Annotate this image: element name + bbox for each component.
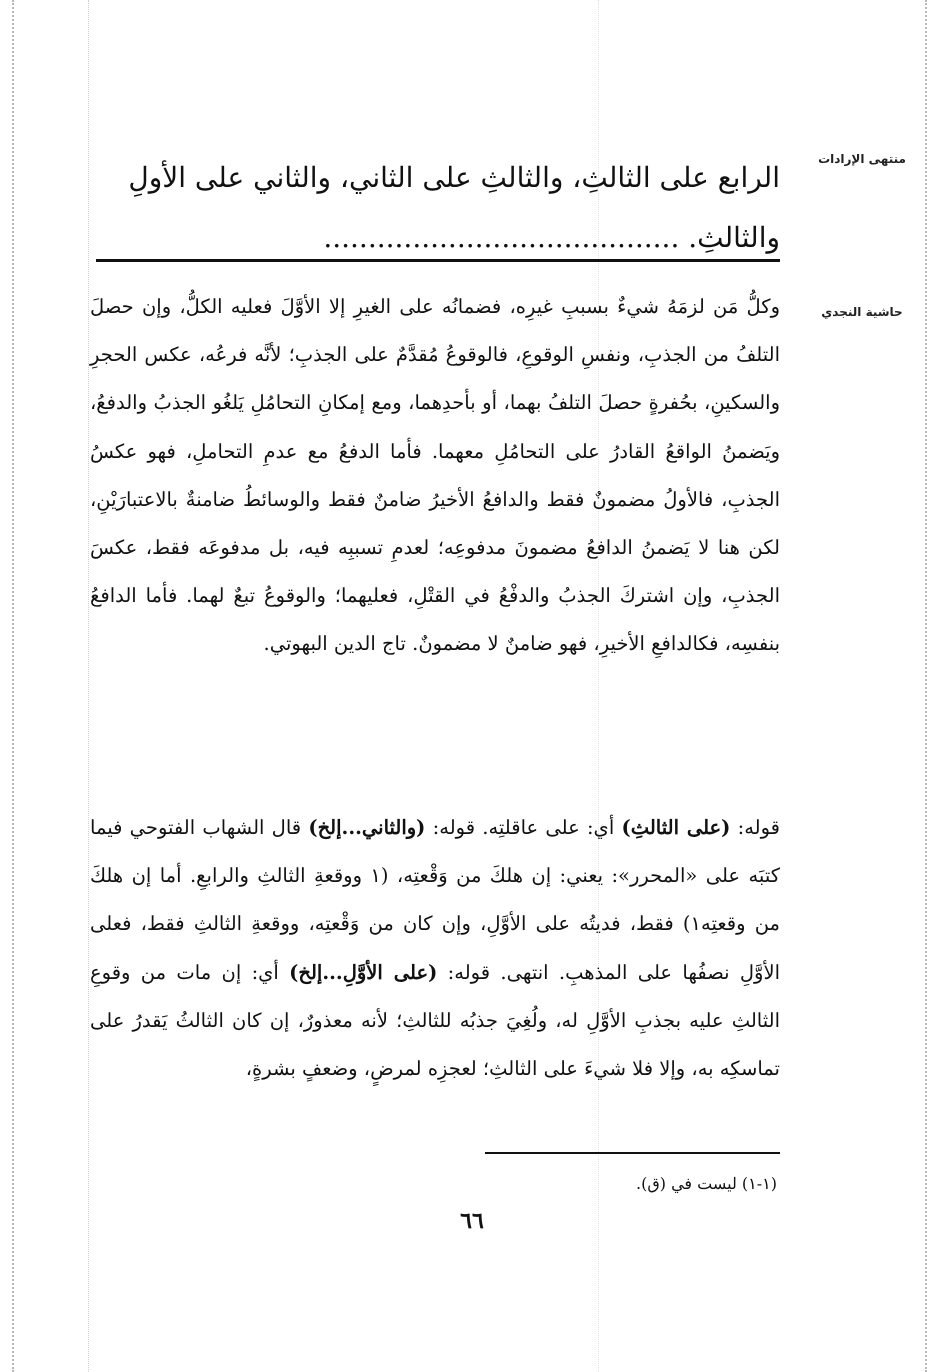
margin-label-hashiya: حاشية النجدي bbox=[821, 305, 903, 319]
commentary-text-1: أي: على عاقلتِه. قوله: bbox=[425, 816, 622, 839]
matn-separator-rule bbox=[96, 259, 780, 262]
commentary-block bbox=[90, 804, 780, 1093]
footnote: (١-١) ليست في (ق). bbox=[636, 1174, 777, 1193]
scan-edge-left bbox=[12, 0, 14, 1372]
quote-ala-al-awwal: (على الأوَّلِ...إلخ) bbox=[289, 960, 438, 984]
commentary-text-3: أي: إن مات من وقوعِ الثالثِ عليه بجذبِ الأوَّلِ له، ولُغِيَ جذبُه للثالثِ؛ لأنه معذورٌ، إن كان الثالثُ يَقدرُ على تماسكِه به، وإلا فلا شيءَ على الثالثِ؛ لعجزِه لمرضٍ، وضعفٍ بشرةٍ، bbox=[90, 960, 780, 1081]
matn-line-1: الرابع على الثالثِ، والثالثِ على الثاني، والثاني على الأولِ bbox=[128, 161, 780, 194]
quote-wal-thani: (والثاني...إلخ) bbox=[308, 816, 426, 839]
hashiya-paragraph: وكلُّ مَن لزمَهُ شيءٌ بسببِ غيرِه، فضمانُه على الغيرِ إلا الأوَّلَ فعليه الكلُّ، وإن حصلَ التلفُ من الجذبِ، ونفسِ الوقوعِ، فالوقوعُ مُقدَّمٌ على الجذبِ؛ لأنَّه فرعُه، عكس الحجرِ والسكينِ، بحُفرةٍ حصلَ التلفُ بهما، أو بأحدِهما، ومع إمكانِ التحامُلِ يَلغُو الجذبُ والدفعُ، ويَضمنُ الواقعُ القادرُ على التحامُلِ معهما. فأما الدفعُ مع عدمِ التحاملِ، فهو عكسُ الجذبِ، فالأولُ مضمونٌ فقط والدافعُ الأخيرُ ضامنٌ فقط والوسائطُ ضامنةٌ بالاعتبارَيْنِ، لكن هنا لا يَضمنُ الدافعُ مضمونَ مدفوعِه؛ لعدمِ تسببِه فيه، بل مدفوعَه فقط، عكسَ الجذبِ، وإن اشتركَ الجذبُ والدفْعُ في القتْلِ، فعليهما؛ والوقوعُ تبعٌ لهما. فأما الدافعُ بنفسِه، فكالدافعِ الأخيرِ، فهو ضامنٌ لا مضمونٌ. تاج الدين البهوتي. bbox=[90, 295, 780, 656]
scan-edge-right bbox=[925, 0, 927, 1372]
commentary-paragraph bbox=[90, 804, 780, 1093]
quote-ala-al-thalith: (على الثالثِ) bbox=[621, 816, 731, 839]
matn-block bbox=[90, 148, 780, 268]
matn-line-2-text: والثالثِ. bbox=[688, 221, 780, 254]
margin-label-muntaha: منتهى الإرادات bbox=[818, 152, 906, 166]
scan-line-left bbox=[88, 0, 89, 1372]
matn-dots: ........................................ bbox=[323, 221, 680, 254]
page-number: ٦٦ bbox=[460, 1208, 484, 1234]
commentary-lead: قوله: bbox=[730, 816, 780, 839]
commentary-text-2: قال الشهاب الفتوحي فيما كتبَه على «المحرر»: يعني: إن هلكَ من وَقْعتِه، (١ ووقعةِ الثالثِ والرابعِ. أما إن هلكَ من وقعتِه١) فقط، فديتُه على الأوَّلِ، وإن كان من وَقْعتِه، ووقعةِ الثالثِ فقط، فعلى الأوَّلِ نصفُها على المذهبِ. انتهى. قوله: bbox=[90, 816, 780, 984]
footnote-separator-rule bbox=[485, 1152, 780, 1154]
hashiya-block bbox=[90, 283, 780, 669]
